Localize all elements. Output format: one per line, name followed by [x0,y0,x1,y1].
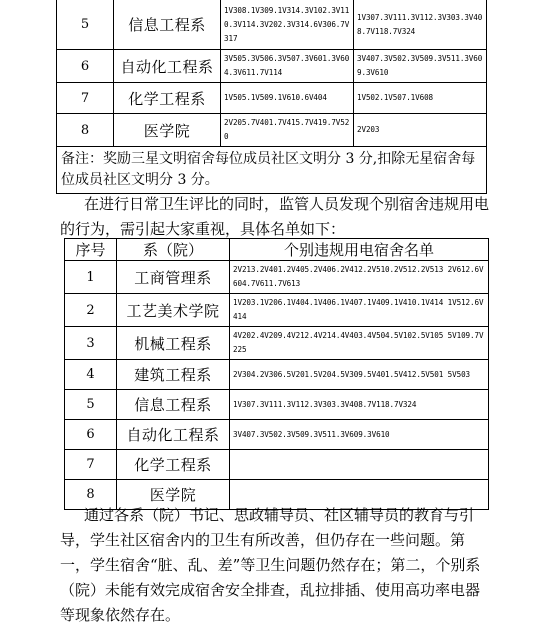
room-list-b: 1V502.1V507.1V608 [354,83,487,114]
header-number: 序号 [65,239,117,261]
room-list-b: 2V203 [354,114,487,147]
room-list: 1V203.1V206.1V404.1V406.1V407.1V409.1V410.1V414 1V512.6V414 [230,294,489,327]
table-row [65,450,489,480]
room-list: 3V407.3V502.3V509.3V511.3V609.3V610 [230,420,489,450]
department-name: 建筑工程系 [117,360,230,390]
row-number: 5 [65,390,117,420]
table-header-row [65,239,489,261]
row-number: 3 [65,327,117,360]
row-number: 8 [65,480,117,510]
department-name: 自动化工程系 [117,420,230,450]
department-name: 化学工程系 [114,83,221,114]
row-number: 6 [65,420,117,450]
table-row [65,360,489,390]
room-list-b: 3V407.3V502.3V509.3V511.3V609.3V610 [354,50,487,83]
intro-paragraph [60,192,490,242]
department-name: 医学院 [117,480,230,510]
room-list-a: 1V505.1V509.1V610.6V404 [221,83,354,114]
violation-table [64,238,489,510]
room-list: 2V213.2V401.2V405.2V406.2V412.2V510.2V512.2V513 2V612.6V604.7V611.7V613 [230,261,489,294]
department-name: 信息工程系 [117,390,230,420]
room-list-a: 2V205.7V401.7V415.7V419.7V520 [221,114,354,147]
department-name: 机械工程系 [117,327,230,360]
department-name: 信息工程系 [114,0,221,50]
room-list-a: 1V308.1V309.1V314.3V102.3V110.3V114.3V202.3V314.6V306.7V317 [221,0,354,50]
summary-paragraph-text: 通过各系（院）书记、思政辅导员、社区辅导员的教育与引导，学生社区宿舍内的卫生有所改善，但仍存在一些问题。第一，学生宿舍“脏、乱、差”等卫生问题仍然存在；第二，个别系（院）未能有效完成宿舍安全排查，乱拉排插、使用高功率电器等现象依然存在。 [60,506,481,624]
table-row [65,294,489,327]
room-list: 1V307.3V111.3V112.3V303.3V408.7V118.7V324 [230,390,489,420]
table-row [65,261,489,294]
evaluation-table [56,0,487,194]
table-row [57,50,487,83]
department-name: 工商管理系 [117,261,230,294]
table-row [57,114,487,147]
room-list: 2V304.2V306.5V201.5V204.5V309.5V401.5V412.5V501 5V503 [230,360,489,390]
room-list: 4V202.4V209.4V212.4V214.4V403.4V504.5V102.5V105 5V109.7V225 [230,327,489,360]
row-number: 1 [65,261,117,294]
row-number: 6 [57,50,114,83]
row-number: 7 [65,450,117,480]
intro-paragraph-text: 在进行日常卫生评比的同时，监管人员发现个别宿舍违规用电的行为，需引起大家重视，具体名单如下： [60,195,490,238]
row-number: 5 [57,0,114,50]
summary-paragraph [60,503,490,628]
table-row [57,83,487,114]
room-list [230,450,489,480]
table-row [65,420,489,450]
header-department: 系（院） [117,239,230,261]
department-name: 化学工程系 [117,450,230,480]
table-row [65,390,489,420]
department-name: 自动化工程系 [114,50,221,83]
table-row [57,0,487,50]
header-rooms: 个别违规用电宿舍名单 [230,239,489,261]
row-number: 4 [65,360,117,390]
row-number: 2 [65,294,117,327]
row-number: 7 [57,83,114,114]
department-name: 医学院 [114,114,221,147]
table-note-row [57,147,487,194]
table-note: 备注：奖励三星文明宿舍每位成员社区文明分 3 分,扣除无星宿舍每位成员社区文明分 3 分。 [57,147,487,194]
row-number: 8 [57,114,114,147]
table-row [65,327,489,360]
room-list-a: 3V505.3V506.3V507.3V601.3V604.3V611.7V114 [221,50,354,83]
department-name: 工艺美术学院 [117,294,230,327]
room-list-b: 1V307.3V111.3V112.3V303.3V408.7V118.7V324 [354,0,487,50]
